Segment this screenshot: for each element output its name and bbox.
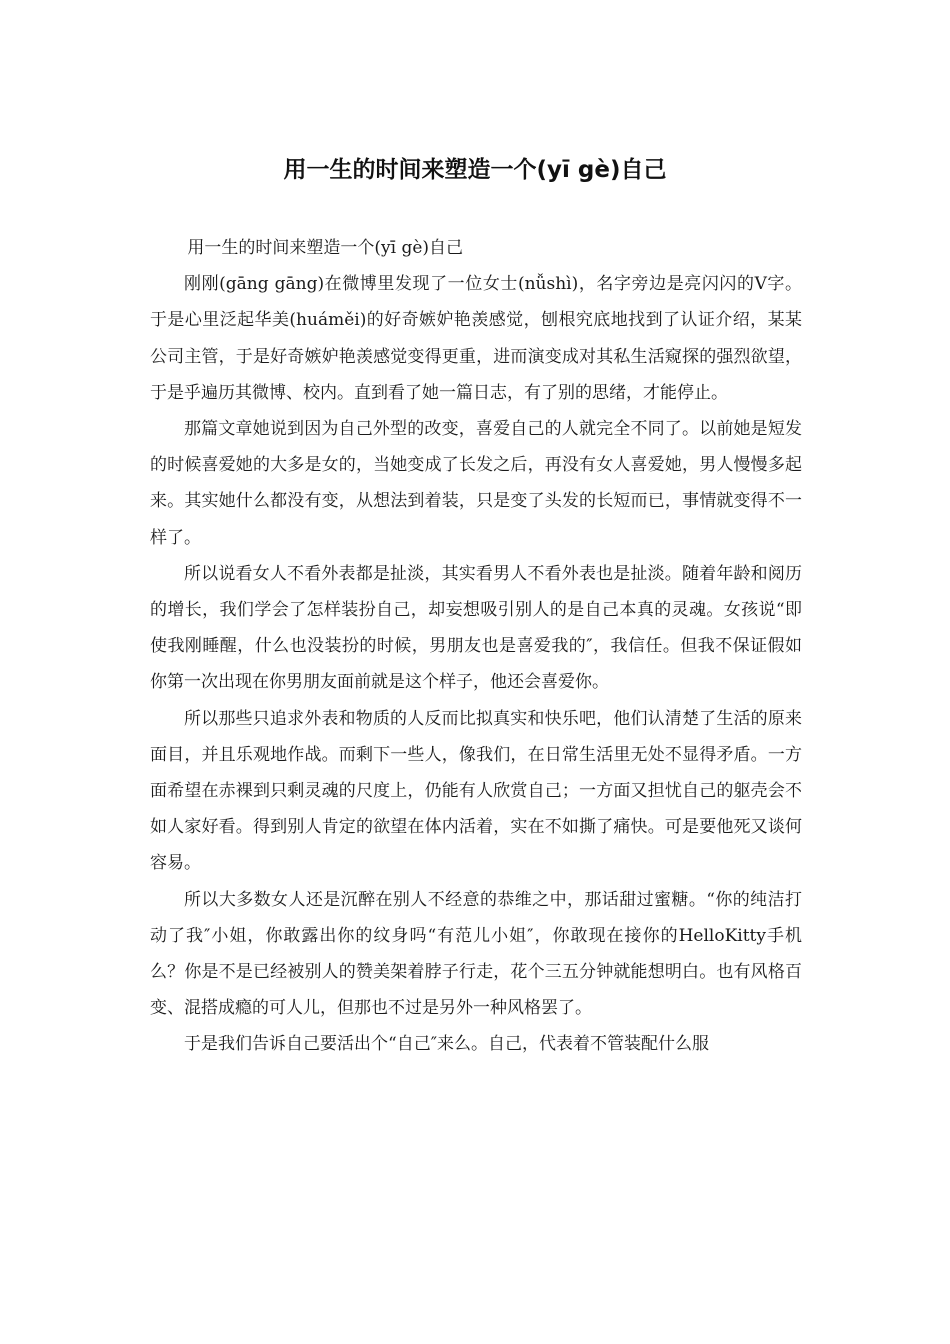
paragraph-1: 刚刚(gāng gāng)在微博里发现了一位女士(nǚshì)，名字旁边是亮闪闪的V字。于是心里泛起华美(huáměi)的好奇嫉妒艳羡感觉，刨根究底地找到了认证介绍，某某公司主管，于是好奇嫉妒艳羡感觉变得更重，进而演变成对其私生活窥探的强烈欲望，于是乎遍历其微博、校内。直到看了她一篇日志，有了别的思绪，才能停止。 <box>150 274 802 403</box>
paragraph-3: 所以说看女人不看外表都是扯淡，其实看男人不看外表也是扯淡。随着年龄和阅历的增长，我们学会了怎样装扮自己，却妄想吸引别人的是自己本真的灵魂。女孩说“即使我刚睡醒，什么也没装扮的时候，男朋友也是喜爱我的″，我信任。但我不保证假如你第一次出现在你男朋友面前就是这个样子，他还会喜爱你。 <box>150 563 802 693</box>
document-body <box>150 230 802 1063</box>
paragraph-4: 所以那些只追求外表和物质的人反而比拟真实和快乐吧，他们认清楚了生活的原来面目，并且乐观地作战。而剩下一些人，像我们，在日常生活里无处不显得矛盾。一方面希望在赤裸到只剩灵魂的尺度上，仍能有人欣赏自己；一方面又担忧自己的躯壳会不如人家好看。得到别人肯定的欲望在体内活着，实在不如撕了痛快。可是要他死又谈何容易。 <box>150 708 802 874</box>
document-title: 用一生的时间来塑造一个(yī gè)自己 <box>283 157 667 183</box>
paragraph-5: 所以大多数女人还是沉醉在别人不经意的恭维之中，那话甜过蜜糖。“你的纯洁打动了我″小姐，你敢露出你的纹身吗“有范儿小姐″，你敢现在接你的HelloKitty手机么？你是不是已经被别人的赞美架着脖子行走，花个三五分钟就能想明白。也有风格百变、混搭成瘾的可人儿，但那也不过是另外一种风格罢了。 <box>150 889 802 1019</box>
paragraph-2: 那篇文章她说到因为自己外型的改变，喜爱自己的人就完全不同了。以前她是短发的时候喜爱她的大多是女的，当她变成了长发之后，再没有女人喜爱她，男人慢慢多起来。其实她什么都没有变，从想法到着装，只是变了头发的长短而已，事情就变得不一样了。 <box>150 419 802 548</box>
paragraph-6: 于是我们告诉自己要活出个“自己″来么。自己，代表着不管装配什么服 <box>184 1034 710 1055</box>
subtitle-paragraph: 用一生的时间来塑造一个(yī gè)自己 <box>187 238 464 258</box>
